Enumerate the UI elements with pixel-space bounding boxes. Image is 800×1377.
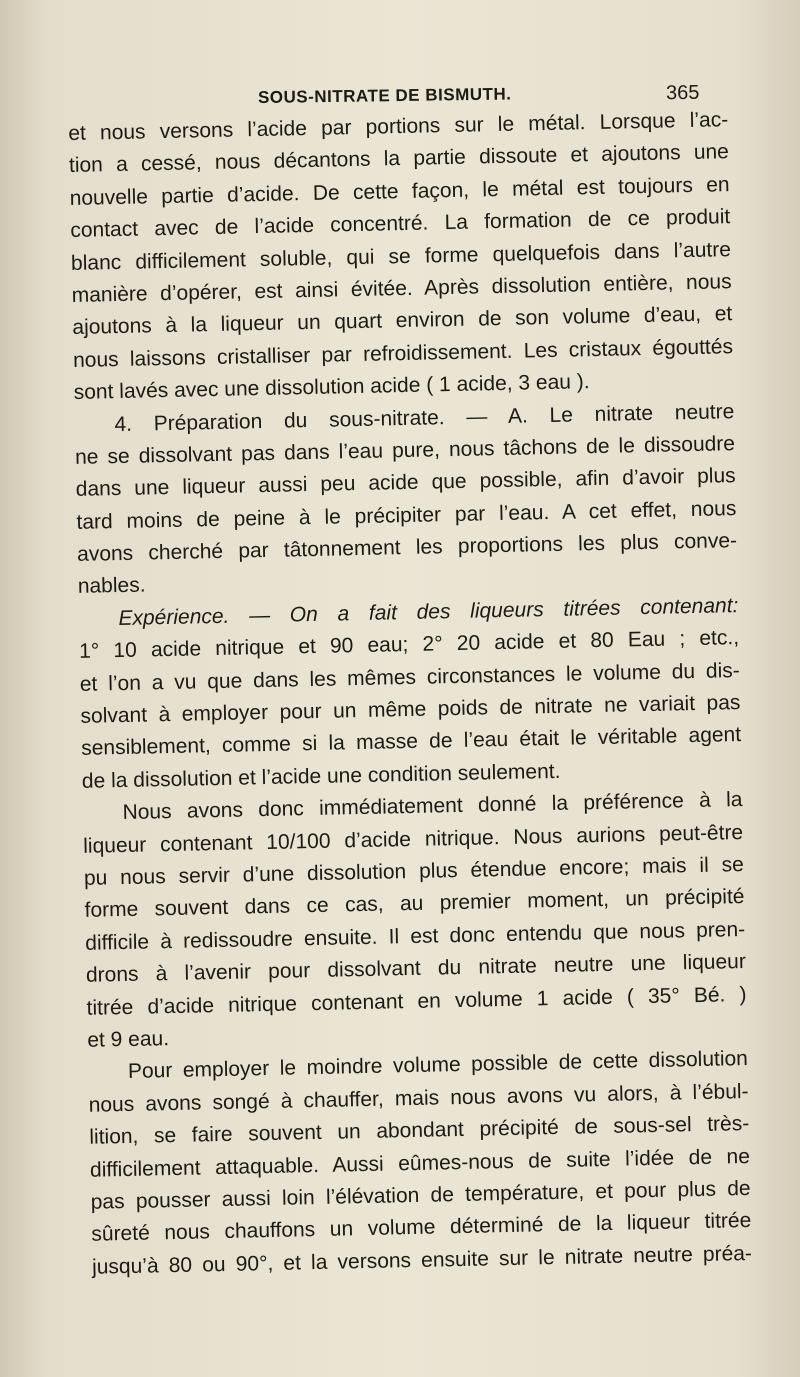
text-line: sûreté nous chauffons un volume déterminé de la liqueur titrée [91, 1209, 752, 1247]
running-title: SOUS-NITRATE DE BISMUTH. [257, 84, 512, 107]
text-line: sont lavés avec une dissolution acide ( 1 acide, 3 eau ). [73, 370, 590, 405]
text-line: nous laissons cristalliser par refroidissement. Les cristaux égouttés [72, 334, 734, 372]
experiment-line: Expérience. — On a fait des liqueurs titrées contenant: [118, 593, 739, 630]
text-line: 1° 10 acide nitrique et 90 eau; 2° 20 acide et 80 Eau ; etc., [78, 626, 740, 664]
text-line: de la dissolution et l’acide une condition seulement. [81, 759, 561, 793]
text-line: et 9 eau. [87, 1027, 170, 1052]
text-line: pas pousser aussi loin l’élévation de température, et pour plus de [90, 1176, 751, 1214]
text-line: ajoutons à la liqueur un quart environ de son volume d’eau, et [72, 302, 733, 340]
body-text [68, 104, 752, 1284]
text-line: avons cherché par tâtonnement les proportions les plus conve- [76, 529, 738, 566]
text-line: nouvelle partie d’acide. De cette façon, le métal est toujours en [69, 172, 730, 210]
text-line: drons à l’avenir pour dissolvant du nitrate neutre une liqueur [85, 950, 747, 987]
text-line: contact avec de l’acide concentré. La formation de ce produit [70, 205, 731, 243]
text-line: blanc difficilement soluble, qui se forme quelquefois dans l’autre [70, 237, 732, 275]
text-line: difficilement attaquable. Aussi eûmes-nous de suite l’idée de ne [89, 1144, 751, 1182]
text-line: Pour employer le moindre volume possible de cette dissolution [127, 1047, 749, 1084]
text-line: dans une liqueur aussi peu acide que possible, afin d’avoir plus [75, 464, 736, 502]
text-line: tion a cessé, nous décantons la partie dissoute et ajoutons une [68, 140, 730, 178]
text-line: jusqu’à 80 ou 90°, et la versons ensuite sur le nitrate neutre préa- [91, 1241, 753, 1279]
text-line: difficile à redissoudre ensuite. Il est donc entendu que nous pren- [85, 917, 746, 955]
text-line: sensiblement, comme si la masse de l’eau était le véritable agent [80, 723, 742, 761]
text-line: Nous avons donc immédiatement donné la préférence à la [122, 788, 743, 825]
text-line: ne se dissolvant pas dans l’eau pure, nous tâchons de le dissoudre [74, 432, 736, 469]
text-line: et nous versons l’acide par portions sur le métal. Lorsque l’ac- [68, 108, 729, 145]
text-line: nables. [77, 573, 146, 599]
text-line: solvant à employer pour un même poids de nitrate ne variait pas [80, 691, 741, 728]
text-line: tard moins de peine à le précipiter par l’eau. A cet effet, nous [76, 496, 737, 534]
text-line: lition, se faire souvent un abondant précipité de sous-sel très- [89, 1112, 750, 1149]
page-number: 365 [665, 81, 700, 105]
text-line: nous avons songé à chauffer, mais nous avons vu alors, à l’ébul- [88, 1079, 749, 1117]
text-line: liqueur contenant 10/100 d’acide nitrique. Nous aurions peut-être [83, 820, 744, 858]
text-line: et l’on a vu que dans les mêmes circonstances le volume du dis- [79, 658, 740, 696]
text-line: manière d’opérer, est ainsi évitée. Après dissolution entière, nous [71, 270, 732, 307]
text-line: forme souvent dans ce cas, au premier moment, un précipité [84, 885, 745, 923]
section-heading-line: 4. Préparation du sous-nitrate. — A. Le nitrate neutre [114, 399, 735, 436]
text-line: pu nous servir d’une dissolution plus étendue encore; mais il se [83, 852, 745, 890]
text-line: titrée d’acide nitrique contenant en volume 1 acide ( 35° Bé. ) [86, 982, 747, 1020]
